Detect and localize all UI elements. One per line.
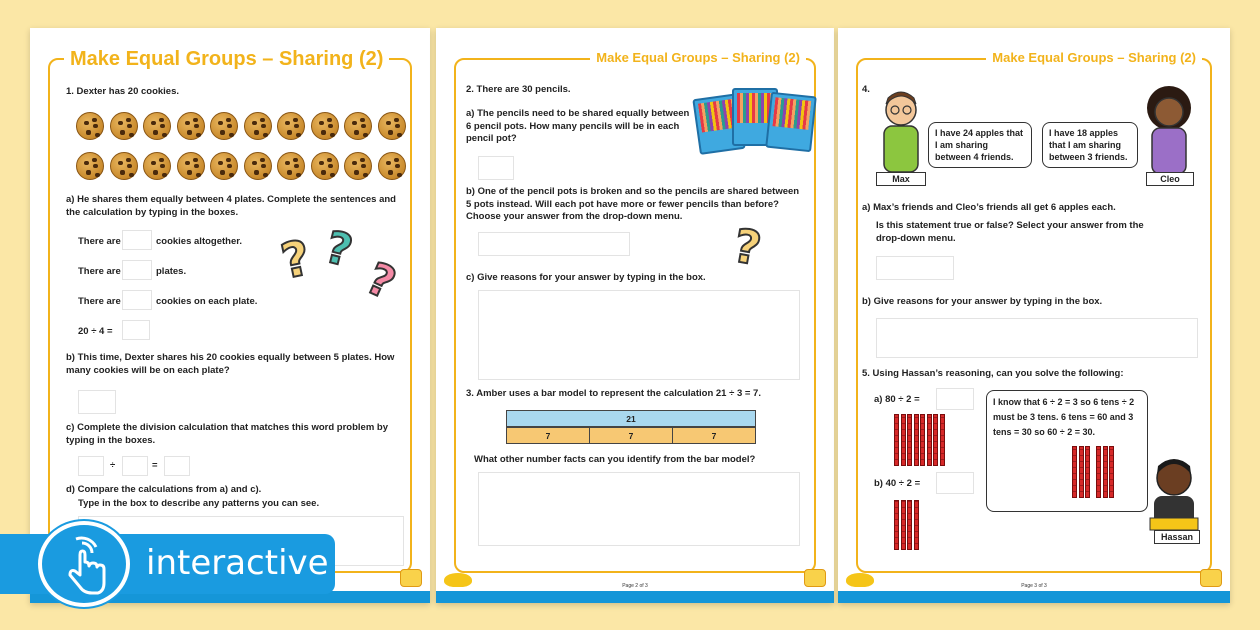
- question-2b: b) One of the pencil pots is broken and so the pencils are shared between 5 pots instead. Will each pot have more or fewer pencils than before? Choose your answer from the drop-down menu.: [466, 186, 800, 222]
- question-2: 2. There are 30 pencils.: [466, 84, 571, 95]
- question-4a: a) Max’s friends and Cleo’s friends all get 6 apples each.: [862, 202, 1116, 213]
- tens-rod: [901, 414, 906, 466]
- question-3-prompt: What other number facts can you identify from the bar model?: [474, 454, 756, 465]
- question-1c: c) Complete the division calculation that matches this word problem by typing in the boxes.: [66, 422, 388, 446]
- tens-rod: [1109, 446, 1114, 498]
- answer-box-divisor[interactable]: [122, 456, 148, 476]
- hassan-speech-bubble: I know that 6 ÷ 2 = 3 so 6 tens ÷ 2 must be 3 tens. 6 tens = 60 and 3 tens = 30 so 60 ÷ 2 = 30.: [986, 390, 1148, 512]
- cookie-icon: [311, 112, 339, 140]
- cookie-icon: [177, 112, 205, 140]
- worksheet-page-1: [30, 28, 430, 603]
- cookie-icon: [143, 112, 171, 140]
- max-speech-bubble: I have 24 apples that I am sharing between 4 friends.: [928, 122, 1032, 168]
- footer-band: [436, 591, 834, 603]
- badge-icon-circle: [38, 521, 130, 607]
- answer-box-calculation[interactable]: [122, 320, 150, 340]
- question-5b: b) 40 ÷ 2 =: [874, 478, 921, 489]
- cleo-name-tag: Cleo: [1146, 172, 1194, 186]
- tens-rod: [894, 414, 899, 466]
- cookie-icon: [344, 152, 372, 180]
- question-4: 4.: [862, 84, 870, 95]
- cookie-icon: [210, 152, 238, 180]
- answer-box-5a[interactable]: [936, 388, 974, 410]
- tens-rod: [920, 414, 925, 466]
- max-character-icon: [878, 86, 924, 172]
- cookie-icon: [76, 112, 104, 140]
- sentence-3-end: cookies on each plate.: [156, 296, 258, 307]
- cookie-icon: [311, 152, 339, 180]
- dropdown-true-false[interactable]: [876, 256, 954, 280]
- bar-model-part: 7: [673, 427, 756, 444]
- cookie-icon: [110, 152, 138, 180]
- equals-sign: =: [152, 460, 158, 471]
- sentence-3-start: There are: [78, 296, 121, 307]
- footer-band: [838, 591, 1230, 603]
- answer-box-5b[interactable]: [936, 472, 974, 494]
- tens-rod: [927, 414, 932, 466]
- cookie-icon: [378, 152, 406, 180]
- cookie-icon: [76, 152, 104, 180]
- bar-model-total: 21: [506, 410, 756, 427]
- tens-rod: [1085, 446, 1090, 498]
- answer-box-each-plate[interactable]: [122, 290, 152, 310]
- tens-rod: [1103, 446, 1108, 498]
- twinkl-logo-icon: [400, 569, 422, 587]
- question-5: 5. Using Hassan’s reasoning, can you solve the following:: [862, 368, 1124, 379]
- question-3: 3. Amber uses a bar model to represent the calculation 21 ÷ 3 = 7.: [466, 388, 761, 399]
- cookie-icon: [143, 152, 171, 180]
- twinkl-logo-icon: [804, 569, 826, 587]
- max-name-tag: Max: [876, 172, 926, 186]
- question-1b: b) This time, Dexter shares his 20 cookies equally between 5 plates. How many cookies will be on each plate?: [66, 352, 395, 376]
- tens-rod: [907, 500, 912, 550]
- worksheet-page-2: [436, 28, 834, 603]
- sentence-1-end: cookies altogether.: [156, 236, 243, 247]
- page-title: Make Equal Groups – Sharing (2): [590, 50, 806, 65]
- question-4b: b) Give reasons for your answer by typing in the box.: [862, 296, 1103, 307]
- pencil-pack-icon: [765, 92, 817, 153]
- tens-rod: [901, 500, 906, 550]
- tens-rod: [1072, 446, 1077, 498]
- tens-rod: [907, 414, 912, 466]
- bar-model-parts-row: [506, 427, 756, 444]
- bar-model-part: 7: [506, 427, 590, 444]
- tens-rod: [933, 414, 938, 466]
- bar-model-total-row: [506, 410, 756, 427]
- cookie-icon: [344, 112, 372, 140]
- answer-textarea-2c[interactable]: [478, 290, 800, 380]
- hassan-name-tag: Hassan: [1154, 530, 1200, 544]
- question-2c: c) Give reasons for your answer by typing in the box.: [466, 272, 706, 283]
- cookie-icon: [277, 152, 305, 180]
- question-4a-instruction: Is this statement true or false? Select your answer from the drop-down menu.: [876, 220, 1144, 244]
- question-1a: a) He shares them equally between 4 plates. Complete the sentences and the calculation by typing in the boxes.: [66, 194, 396, 218]
- question-mark-teal-icon: ?: [320, 221, 358, 278]
- calculation-20-div-4: 20 ÷ 4 =: [78, 326, 113, 337]
- page-number: Page 2 of 3: [622, 583, 648, 589]
- sentence-2-end: plates.: [156, 266, 187, 277]
- cookie-icon: [244, 112, 272, 140]
- tens-rod: [914, 414, 919, 466]
- answer-box-total-cookies[interactable]: [122, 230, 152, 250]
- cookie-icon: [277, 112, 305, 140]
- cleo-speech-bubble: I have 18 apples that I am sharing between 3 friends.: [1042, 122, 1138, 168]
- worksheet-page-3: [838, 28, 1230, 603]
- hassan-character-icon: [1146, 448, 1202, 538]
- answer-box-quotient[interactable]: [164, 456, 190, 476]
- sentence-2-start: There are: [78, 266, 121, 277]
- question-2a: a) The pencils need to be shared equally between 6 pencil pots. How many pencils will be in each pencil pot?: [466, 108, 690, 144]
- answer-box-dividend[interactable]: [78, 456, 104, 476]
- question-5a: a) 80 ÷ 2 =: [874, 394, 920, 405]
- tens-rod: [894, 500, 899, 550]
- answer-box-1b[interactable]: [78, 390, 116, 414]
- page-title: Make Equal Groups – Sharing (2): [64, 48, 389, 71]
- tens-rod: [914, 500, 919, 550]
- answer-textarea-3[interactable]: [478, 472, 800, 546]
- sentence-1-start: There are: [78, 236, 121, 247]
- cookie-icon: [177, 152, 205, 180]
- tens-rod: [940, 414, 945, 466]
- question-mark-pink-icon: ?: [358, 253, 403, 310]
- question-1: 1. Dexter has 20 cookies.: [66, 86, 180, 97]
- question-1d: d) Compare the calculations from a) and c).: [66, 484, 262, 495]
- twinkl-logo-icon: [1200, 569, 1222, 587]
- answer-box-2a[interactable]: [478, 156, 514, 180]
- touch-hand-icon: [42, 525, 126, 603]
- cookie-icon: [378, 112, 406, 140]
- badge-label: interactive: [146, 543, 329, 583]
- bar-model-part: 7: [590, 427, 673, 444]
- question-1d-instruction: Type in the box to describe any patterns you can see.: [78, 498, 320, 509]
- cookie-icon: [110, 112, 138, 140]
- divide-sign: ÷: [110, 460, 116, 471]
- page-title: Make Equal Groups – Sharing (2): [986, 50, 1202, 65]
- dropdown-more-fewer[interactable]: [478, 232, 630, 256]
- cookie-icon: [210, 112, 238, 140]
- answer-textarea-4b[interactable]: [876, 318, 1198, 358]
- tens-rod: [1079, 446, 1084, 498]
- question-mark-icon: ?: [729, 218, 766, 276]
- tens-rod: [1096, 446, 1101, 498]
- question-mark-yellow-icon: ?: [276, 229, 316, 291]
- cookie-icon: [244, 152, 272, 180]
- answer-box-plates[interactable]: [122, 260, 152, 280]
- page-number: Page 3 of 3: [1021, 583, 1047, 589]
- cleo-character-icon: [1142, 82, 1196, 174]
